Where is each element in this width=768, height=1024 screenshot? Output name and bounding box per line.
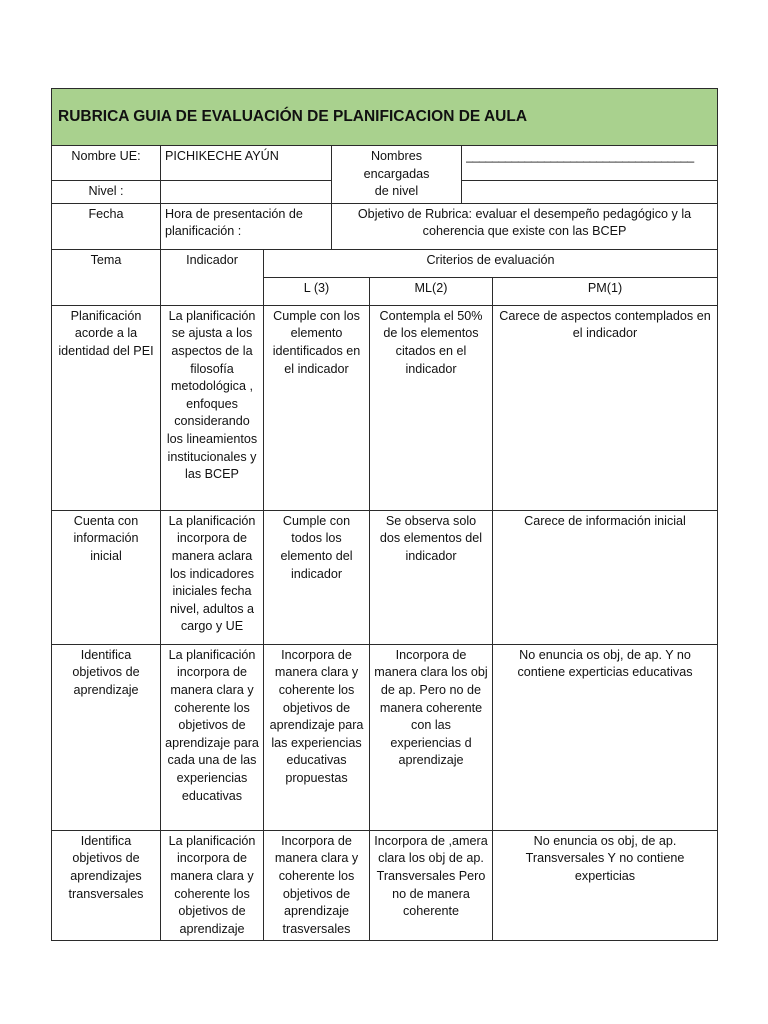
nombre-row — [52, 146, 718, 181]
row-ml2: Incorpora de ,amera clara los obj de ap. Transversales Pero no de manera coherente — [370, 830, 493, 941]
fecha-label: Fecha — [52, 203, 161, 249]
row-indicador: La planificación se ajusta a los aspectos de la filosofía metodológica , enfoques considerando los lineamientos institucionales y las BCEP — [161, 305, 264, 510]
criterios-header: Criterios de evaluación — [264, 249, 718, 277]
row-tema: Identifica objetivos de aprendizaje — [52, 644, 161, 830]
row-pm1: Carece de información inicial — [493, 510, 718, 644]
nombres-blank-line: ___________________________________ — [466, 149, 694, 163]
nombres-encargadas-field[interactable] — [462, 146, 718, 181]
nombre-ue-label: Nombre UE: — [52, 146, 161, 181]
nivel-label: Nivel : — [52, 180, 161, 203]
hora-presentacion-label: Hora de presentación de planificación : — [161, 203, 332, 249]
row-ml2: Se observa solo dos elementos del indicador — [370, 510, 493, 644]
row-l3: Incorpora de manera clara y coherente los objetivos de aprendizaje trasversales — [264, 830, 370, 941]
indicador-header: Indicador — [161, 249, 264, 305]
ml2-header: ML(2) — [370, 277, 493, 305]
row-tema: Cuenta con información inicial — [52, 510, 161, 644]
table-row — [52, 510, 718, 644]
row-l3: Cumple con todos los elemento del indicador — [264, 510, 370, 644]
row-pm1: No enuncia os obj, de ap. Transversales Y no contiene experticias — [493, 830, 718, 941]
row-l3: Incorpora de manera clara y coherente los objetivos de aprendizaje para las experiencias educativas propuestas — [264, 644, 370, 830]
table-row — [52, 644, 718, 830]
title-row — [52, 89, 718, 146]
nombres-encargadas-label: Nombres encargadas de nivel — [332, 146, 462, 204]
row-indicador: La planificación incorpora de manera clara y coherente los objetivos de aprendizaje para cada una de las experiencias educativas — [161, 644, 264, 830]
nombres-encargadas-field-2[interactable] — [462, 180, 718, 203]
l3-header: L (3) — [264, 277, 370, 305]
rubric-sheet — [51, 88, 717, 941]
fecha-row — [52, 203, 718, 249]
row-pm1: Carece de aspectos contemplados en el indicador — [493, 305, 718, 510]
row-tema: Planificación acorde a la identidad del PEI — [52, 305, 161, 510]
objetivo-rubrica: Objetivo de Rubrica: evaluar el desempeño pedagógico y la coherencia que existe con las BCEP — [332, 203, 718, 249]
rubric-table — [51, 88, 718, 941]
row-indicador: La planificación incorpora de manera aclara los indicadores iniciales fecha nivel, adultos a cargo y UE — [161, 510, 264, 644]
page-title: RUBRICA GUIA DE EVALUACIÓN DE PLANIFICACION DE AULA — [52, 89, 718, 146]
table-row — [52, 830, 718, 941]
row-indicador: La planificación incorpora de manera clara y coherente los objetivos de aprendizaje — [161, 830, 264, 941]
row-ml2: Contempla el 50% de los elementos citados en el indicador — [370, 305, 493, 510]
nombre-ue-value: PICHIKECHE AYÚN — [161, 146, 332, 181]
column-header-row-1 — [52, 249, 718, 277]
row-l3: Cumple con los elemento identificados en el indicador — [264, 305, 370, 510]
pm1-header: PM(1) — [493, 277, 718, 305]
row-pm1: No enuncia os obj, de ap. Y no contiene experticias educativas — [493, 644, 718, 830]
row-ml2: Incorpora de manera clara los obj de ap. Pero no de manera coherente con las experiencias d aprendizaje — [370, 644, 493, 830]
table-row — [52, 305, 718, 510]
tema-header: Tema — [52, 249, 161, 305]
row-tema: Identifica objetivos de aprendizajes transversales — [52, 830, 161, 941]
nivel-value[interactable] — [161, 180, 332, 203]
